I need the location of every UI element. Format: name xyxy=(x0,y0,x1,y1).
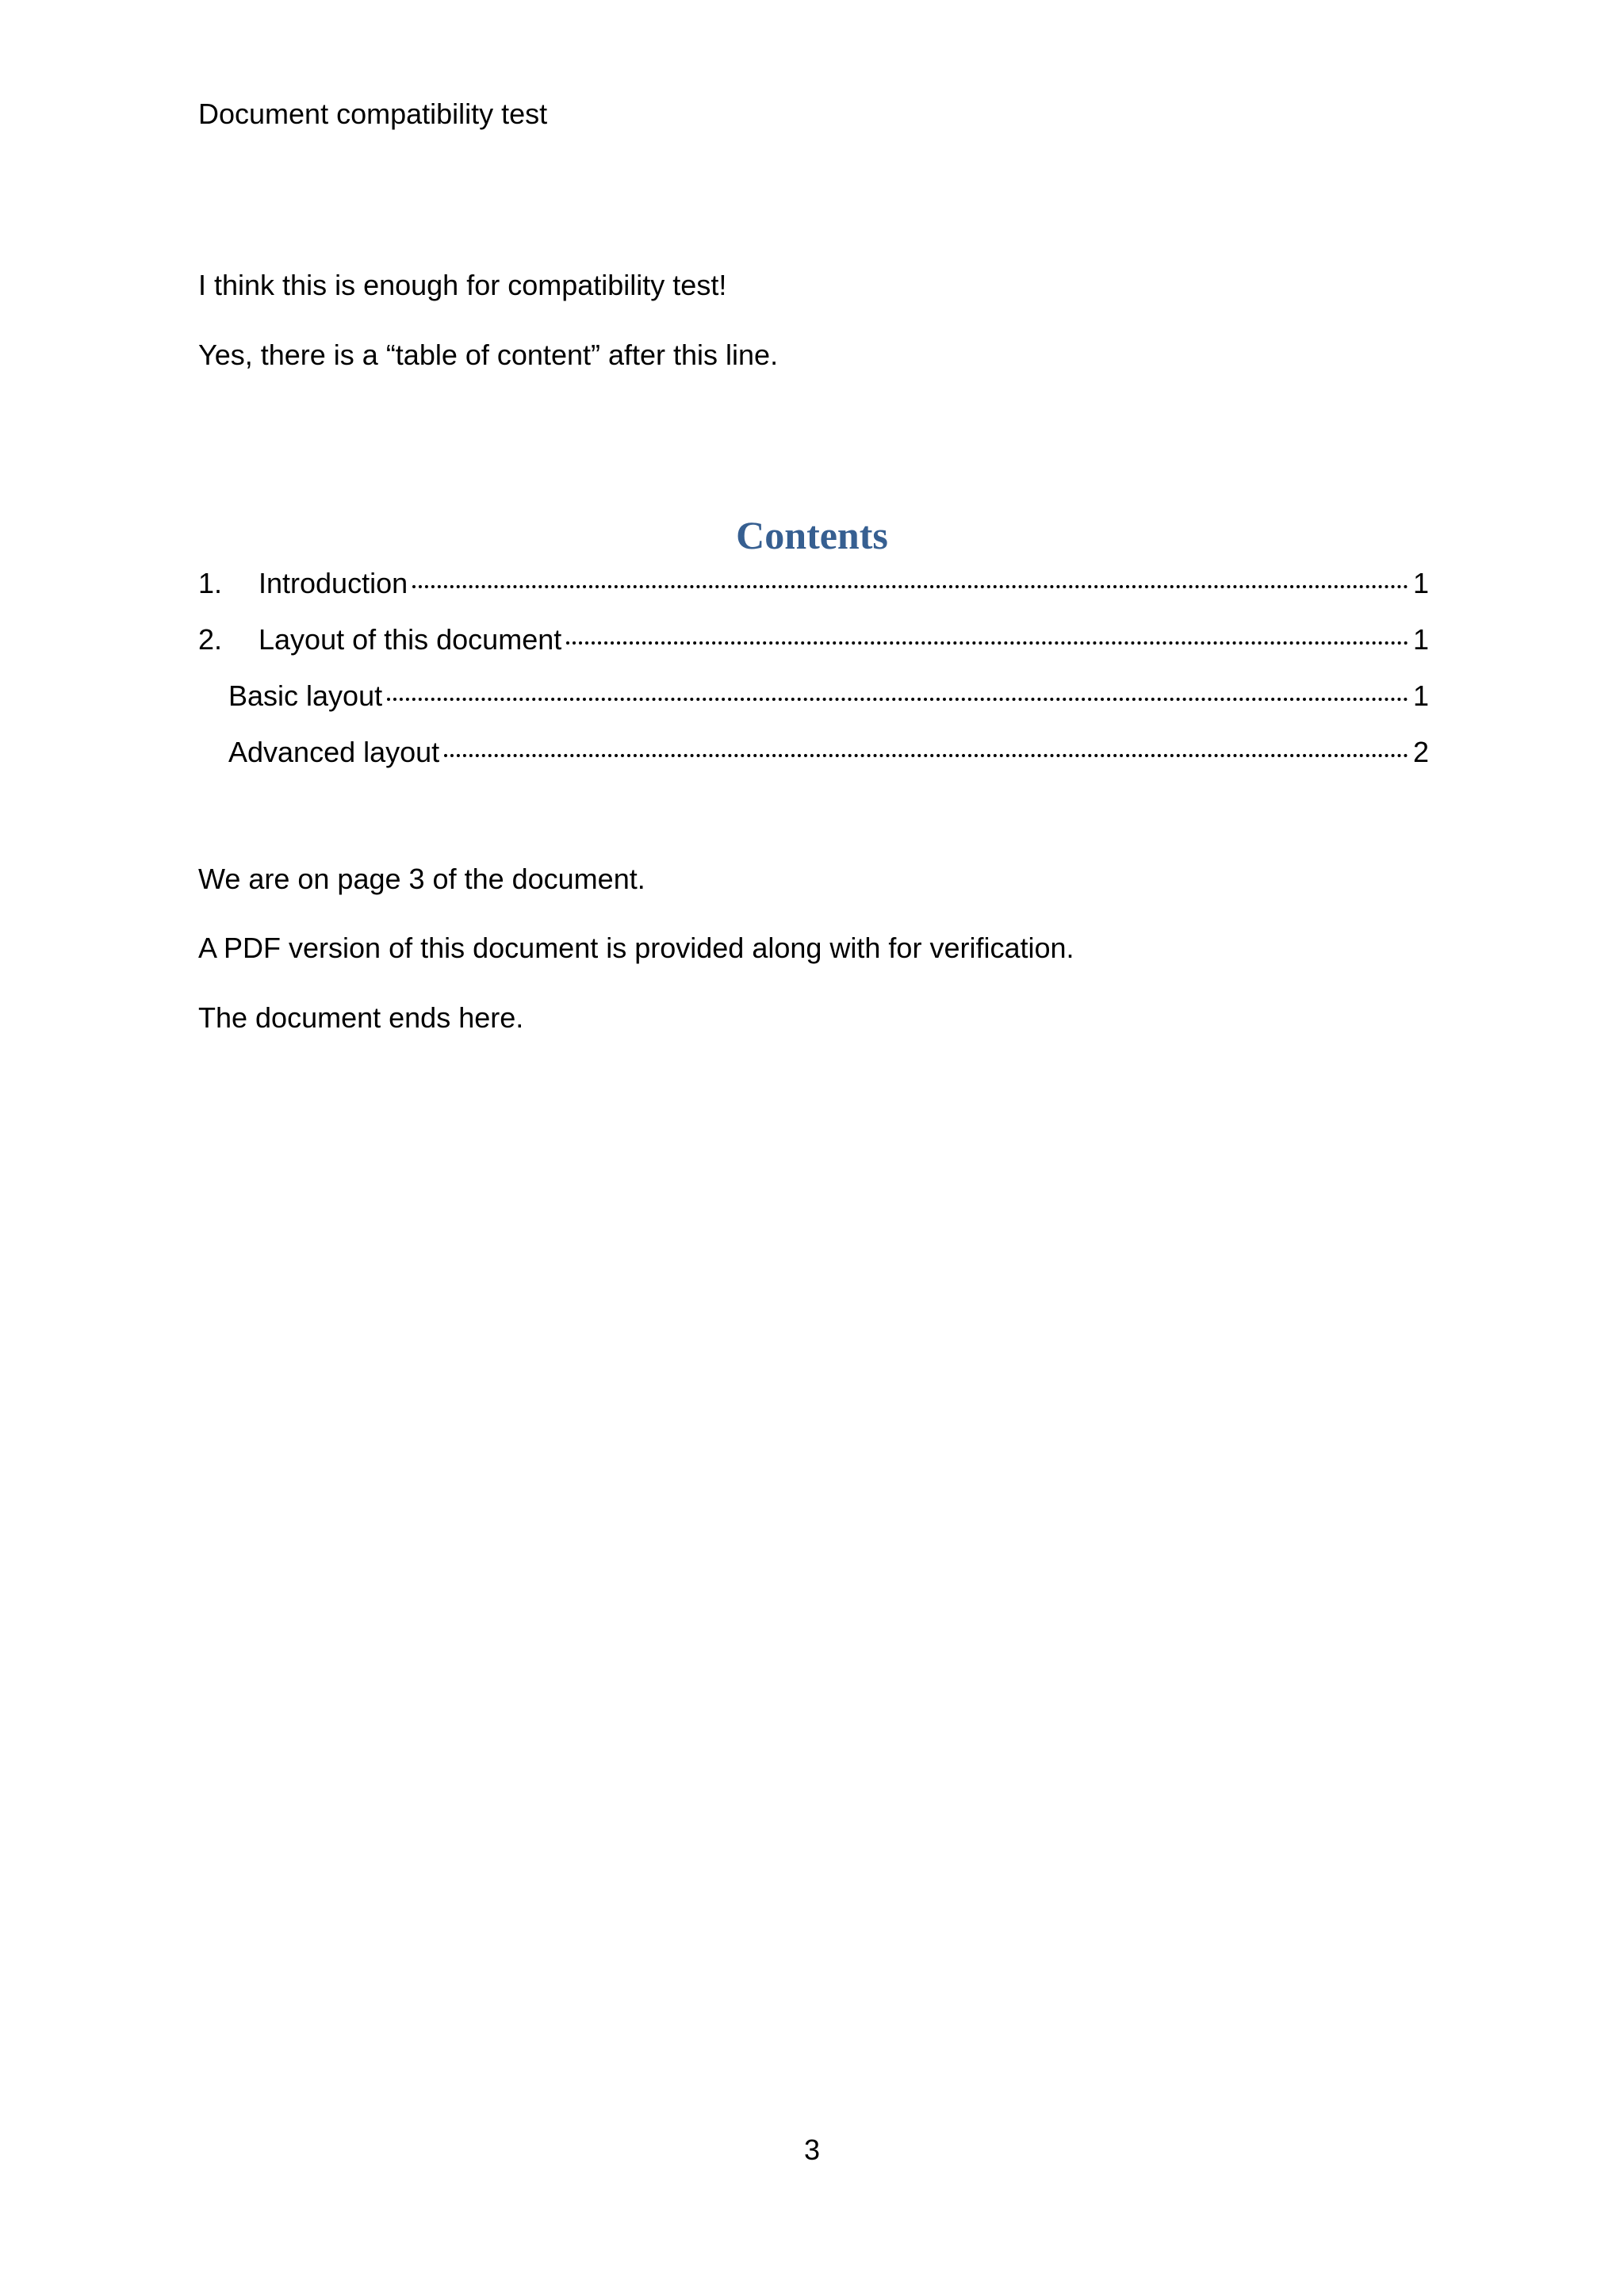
toc-entry[interactable] xyxy=(228,733,1429,771)
toc-entry[interactable] xyxy=(198,621,1429,659)
intro-paragraph: I think this is enough for compatibility test! xyxy=(198,269,727,301)
toc-entry[interactable] xyxy=(228,677,1429,715)
toc-title: Contents xyxy=(736,513,888,557)
toc-dot-leader xyxy=(444,754,1408,757)
page-number: 3 xyxy=(803,2133,821,2166)
running-header: Document compatibility test xyxy=(198,98,548,130)
toc-dot-leader xyxy=(412,585,1408,588)
toc-entry-page: 2 xyxy=(1412,736,1429,768)
toc-entry-number: 2. xyxy=(198,623,223,656)
toc-entry-page: 1 xyxy=(1412,679,1429,712)
toc-entry-page: 1 xyxy=(1412,567,1429,599)
toc-entry-number: 1. xyxy=(198,567,223,599)
toc-entry-page: 1 xyxy=(1412,623,1429,656)
toc-entry-text: Basic layout xyxy=(228,679,383,712)
toc-entry-text: Advanced layout xyxy=(228,736,440,768)
intro-paragraph: Yes, there is a “table of content” after this line. xyxy=(198,339,779,371)
toc-dot-leader xyxy=(566,641,1408,645)
body-paragraph: We are on page 3 of the document. xyxy=(198,863,645,895)
toc-entry-text: Layout of this document xyxy=(259,623,562,656)
toc-dot-leader xyxy=(387,698,1408,701)
toc-entry[interactable] xyxy=(198,564,1429,603)
body-paragraph: A PDF version of this document is provided along with for verification. xyxy=(198,932,1074,964)
toc-entry-text: Introduction xyxy=(259,567,408,599)
body-paragraph: The document ends here. xyxy=(198,1001,524,1034)
